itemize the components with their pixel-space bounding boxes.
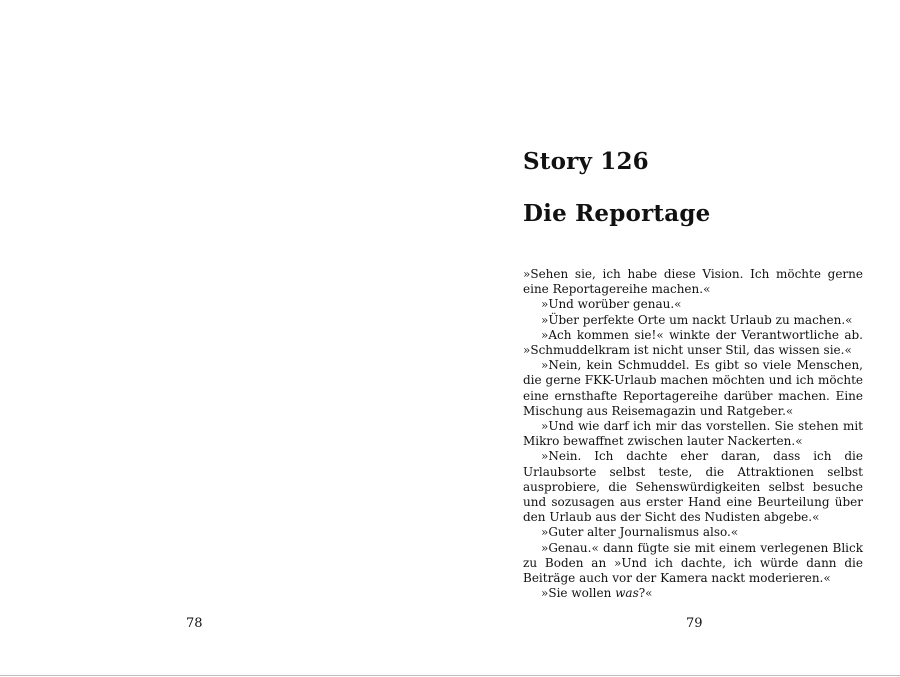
page-bottom-divider — [0, 675, 900, 676]
paragraph: »Ach kommen sie!« winkte der Verantwortliche ab. »Schmuddelkram ist nicht unser Stil, das wissen sie.« — [523, 327, 863, 358]
right-page — [450, 0, 900, 672]
last-line-prefix: »Sie wollen — [541, 586, 616, 601]
paragraph-last — [523, 586, 863, 601]
paragraph: »Und wie darf ich mir das vorstellen. Sie stehen mit Mikro bewaffnet zwischen lauter Nackerten.« — [523, 419, 863, 449]
chapter-label: Story 126 — [523, 148, 649, 175]
paragraph: »Genau.« dann fügte sie mit einem verlegenen Blick zu Boden an »Und ich dachte, ich würde dann die Beiträge auch vor der Kamera nackt moderieren.« — [523, 540, 863, 586]
paragraph: »Nein, kein Schmuddel. Es gibt so viele Menschen, die gerne FKK-Urlaub machen möchten und ich möchte eine ernsthafte Reportagereihe darüber machen. Eine Mischung aus Reisemagazin und Ratgeber.« — [523, 358, 863, 418]
page-number-left: 78 — [186, 616, 203, 631]
last-line-emphasis: was — [615, 586, 639, 601]
paragraph: »Und worüber genau.« — [541, 297, 682, 312]
paragraph: »Sehen sie, ich habe diese Vision. Ich möchte gerne eine Reportagereihe machen.« — [523, 267, 863, 297]
story-text — [523, 267, 863, 601]
paragraph: »Nein. Ich dachte eher daran, dass ich die Urlaubsorte selbst teste, die Attraktionen selbst ausprobiere, die Sehenswürdigkeiten selbst besuche und sozusagen aus erster Hand eine Beurteilung über den Urlaub aus der Sicht des Nudisten abgebe.« — [523, 449, 863, 525]
page-number-right: 79 — [686, 616, 703, 631]
last-line-suffix: ?« — [638, 586, 653, 601]
paragraph: »Guter alter Journalismus also.« — [541, 525, 739, 540]
chapter-title: Die Reportage — [523, 200, 711, 227]
left-page — [0, 0, 450, 672]
paragraph: »Über perfekte Orte um nackt Urlaub zu machen.« — [541, 312, 853, 327]
